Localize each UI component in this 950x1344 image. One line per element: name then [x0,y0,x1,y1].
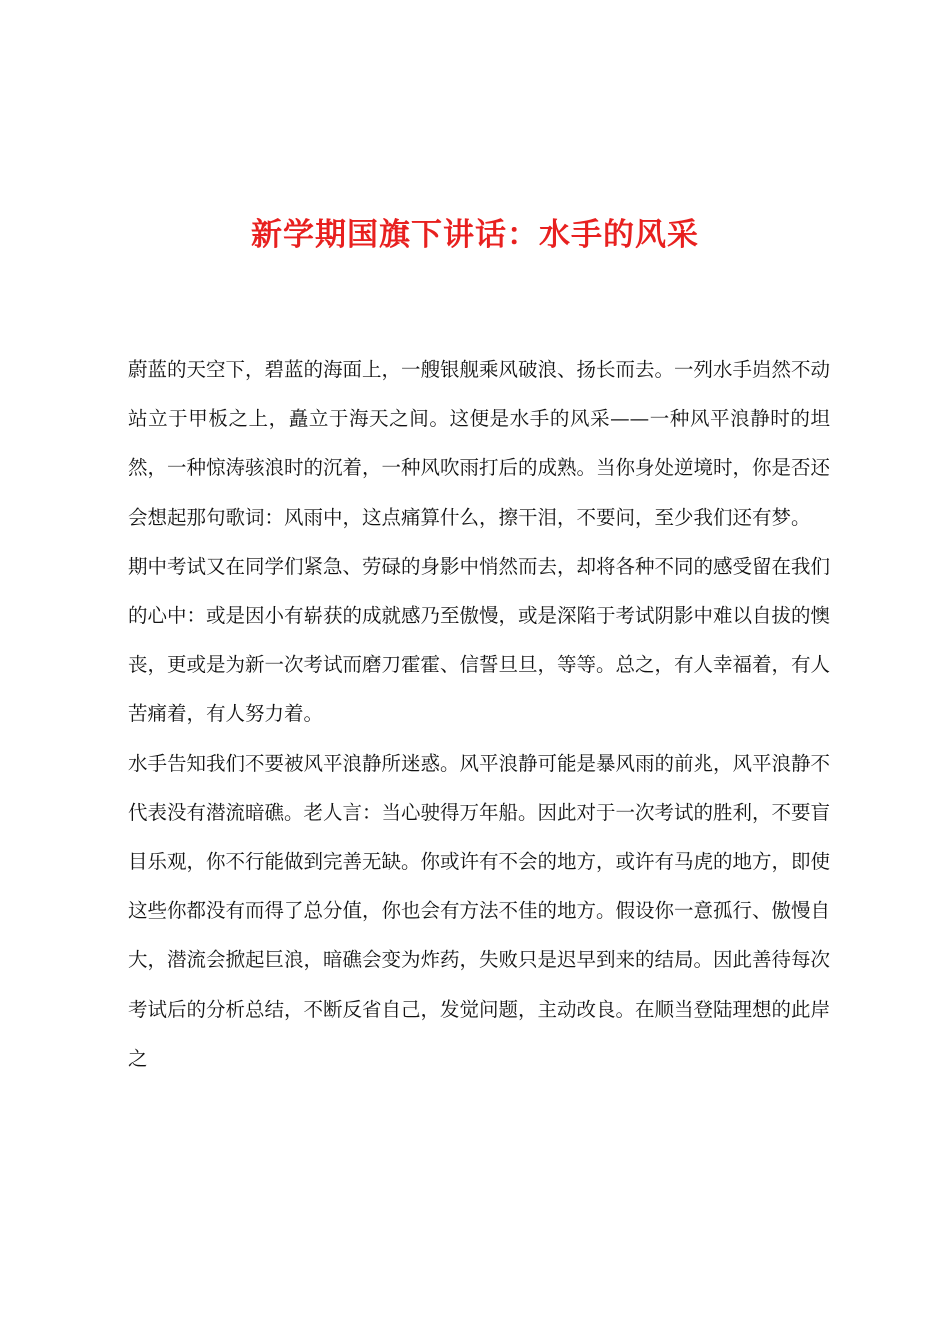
paragraph-3: 水手告知我们不要被风平浪静所迷惑。风平浪静可能是暴风雨的前兆，风平浪静不代表没有潜流暗礁。老人言：当心驶得万年船。因此对于一次考试的胜利，不要盲目乐观，你不行能做到完善无缺。你或许有不会的地方，或许有马虎的地方，即使这些你都没有而得了总分值，你也会有方法不佳的地方。假设你一意孤行、傲慢自大，潜流会掀起巨浪，暗礁会变为炸药，失败只是迟早到来的结局。因此善待每次考试后的分析总结，不断反省自己，发觉问题，主动改良。在顺当登陆理想的此岸之 [128,751,831,1070]
paragraph-1: 蔚蓝的天空下，碧蓝的海面上，一艘银舰乘风破浪、扬长而去。一列水手岿然不动站立于甲板之上，矗立于海天之间。这便是水手的风采——一种风平浪静时的坦然，一种惊涛骇浪时的沉着，一种风吹雨打后的成熟。当你身处逆境时，你是否还会想起那句歌词：风雨中，这点痛算什么，擦干泪，不要问，至少我们还有梦。 [128,358,831,529]
paragraph-2: 期中考试又在同学们紧急、劳碌的身影中悄然而去，却将各种不同的感受留在我们的心中：或是因小有崭获的成就感乃至傲慢，或是深陷于考试阴影中难以自拔的懊丧，更或是为新一次考试而磨刀霍霍、信誓旦旦，等等。总之，有人幸福着，有人苦痛着，有人努力着。 [128,554,831,726]
document-body [128,345,830,1083]
document-title: 新学期国旗下讲话：水手的风采 [251,217,699,253]
